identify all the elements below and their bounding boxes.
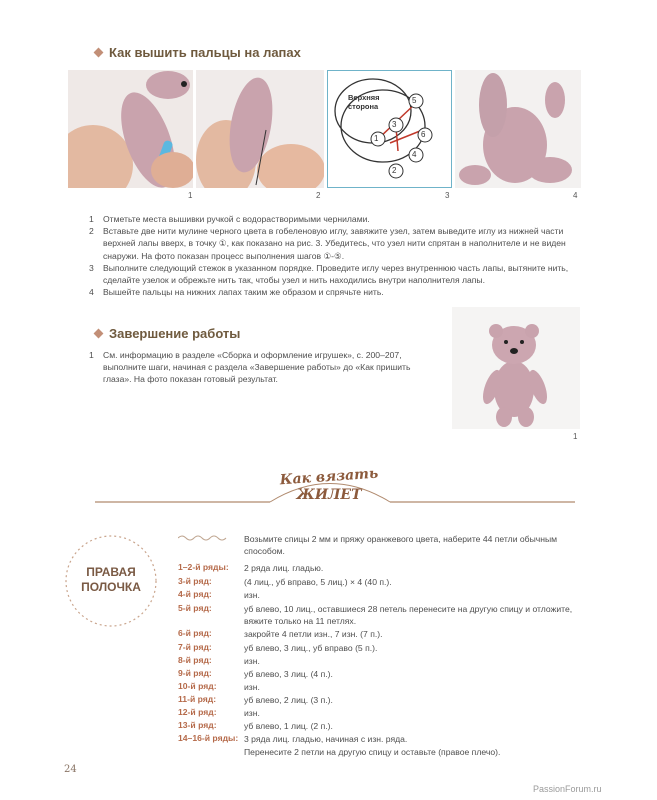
finishing-steps-list bbox=[89, 349, 419, 386]
page-number: 24 bbox=[64, 764, 77, 775]
fingers-steps-list bbox=[89, 213, 584, 298]
instruction-row: 11-й ряд: уб влево, 2 лиц. (3 п.). bbox=[178, 694, 333, 705]
instruction-row: 3-й ряд: (4 лиц., уб вправо, 5 лиц.) × 4 (40 п.). bbox=[178, 576, 392, 587]
hand-marking-paw-illustration bbox=[68, 70, 193, 188]
section-title-fingers: Как вышить пальцы на лапах bbox=[95, 45, 301, 60]
instruction-row: 1–2-й ряды: 2 ряда лиц. гладью. bbox=[178, 562, 324, 573]
figure-number: 3 bbox=[445, 191, 450, 200]
instruction-row: 5-й ряд: уб влево, 10 лиц., оставшиеся 28 петель перенесите на другую спицу и отложите, вяжите только на 11 петлях. bbox=[178, 603, 573, 627]
figure-number: 4 bbox=[573, 191, 578, 200]
diagram-point-1: 1 bbox=[374, 134, 379, 143]
diagram-side-label: Верхняя сторона bbox=[348, 93, 380, 111]
instructions-intro: Возьмите спицы 2 мм и пряжу оранжевого цвета, наберите 44 петли обычным способом. bbox=[244, 534, 558, 557]
step-item: 1 Отметьте места вышивки ручкой с водорастворимыми чернилами. bbox=[89, 214, 370, 224]
photo-step-4 bbox=[455, 70, 581, 188]
paw-stitch-diagram bbox=[328, 71, 451, 187]
diamond-bullet-icon bbox=[94, 329, 104, 339]
figure-number: 1 bbox=[573, 432, 578, 441]
instruction-row: 10-й ряд: изн. bbox=[178, 681, 260, 692]
diagram-point-4: 4 bbox=[412, 150, 417, 159]
instruction-row: 8-й ряд: изн. bbox=[178, 655, 260, 666]
instruction-row: 9-й ряд: уб влево, 3 лиц. (4 п.). bbox=[178, 668, 333, 679]
step-item: 4 Вышейте пальцы на нижних лапах таким же образом и спрячьте нить. bbox=[89, 287, 384, 298]
bear-sitting-illustration bbox=[455, 70, 581, 188]
section-title-finishing: Завершение работы bbox=[95, 326, 240, 341]
instruction-row: 6-й ряд: закройте 4 петли изн., 7 изн. (7 п.). bbox=[178, 628, 383, 639]
finished-bear-illustration bbox=[452, 307, 580, 429]
diagram-point-6: 6 bbox=[421, 130, 426, 139]
instructions-final: Перенесите 2 петли на другую спицу и оставьте (правое плечо). bbox=[244, 747, 501, 757]
watermark: PassionForum.ru bbox=[533, 784, 602, 794]
photo-step-1 bbox=[68, 70, 193, 188]
figure-number: 1 bbox=[188, 191, 193, 200]
instructions-block bbox=[178, 533, 608, 763]
diagram-point-3: 3 bbox=[392, 120, 397, 129]
instruction-row: 14–16-й ряды: 3 ряда лиц. гладью, начиная с изн. ряда. bbox=[178, 733, 408, 744]
instruction-row: 4-й ряд: изн. bbox=[178, 589, 260, 600]
stitch-diagram bbox=[327, 70, 452, 188]
photo-finished-bear bbox=[452, 307, 580, 429]
figure-number: 2 bbox=[316, 191, 321, 200]
step-item: 2 Вставьте две нити мулине черного цвета в гобеленовую иглу, завяжите узел, затем выведите иглу из нижней части верхней лапы вверх, в точку ①, как показано на рис. 3. Убедитесь, что узел нити спрятан в наполнителе и не виден снаружи. На фото показан процесс выполнения шагов ①-⑤. bbox=[89, 226, 566, 261]
diagram-point-2: 2 bbox=[392, 166, 397, 175]
instruction-row: 13-й ряд: уб влево, 1 лиц. (2 п.). bbox=[178, 720, 333, 731]
banner-line-1: Как вязать bbox=[279, 465, 379, 489]
instruction-row: 7-й ряд: уб влево, 3 лиц., уб вправо (5 п.). bbox=[178, 642, 378, 653]
step-item: 1 См. информацию в разделе «Сборка и оформление игрушек», с. 200–207, выполните шаги, начиная с раздела «Завершение работы» до «Как пришить глаза». На фото показан готовый результат. bbox=[89, 350, 411, 385]
badge-label: ПРАВАЯ ПОЛОЧКА bbox=[81, 565, 141, 594]
diagram-point-5: 5 bbox=[412, 96, 417, 105]
instruction-row: 12-й ряд: изн. bbox=[178, 707, 260, 718]
banner-line-2: ЖИЛЕТ bbox=[296, 487, 362, 503]
photo-step-2 bbox=[196, 70, 324, 188]
step-item: 3 Выполните следующий стежок в указанном порядке. Проведите иглу через внутреннюю часть лапы, вытяните нить, сделайте узелок и обрежьте нить так, чтобы узел и нить находились внутри наполнителя лапы. bbox=[89, 262, 569, 286]
hand-stitching-paw-illustration bbox=[196, 70, 324, 188]
diamond-bullet-icon bbox=[94, 48, 104, 58]
